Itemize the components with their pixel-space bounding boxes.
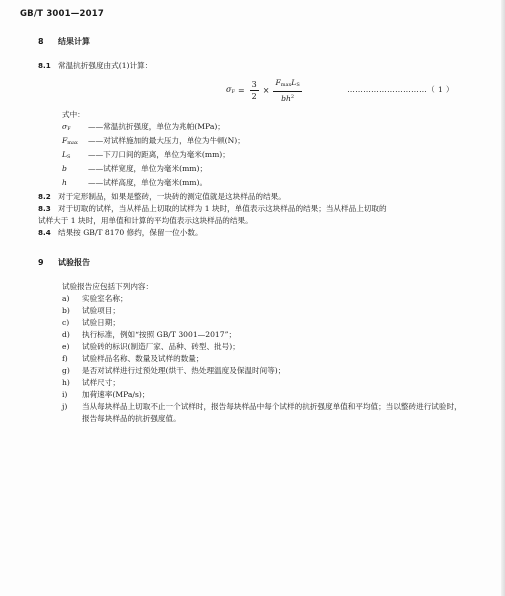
definition-row: h ——试样高度，单位为毫米(mm)。 bbox=[62, 178, 208, 187]
equation-number: …………………………（ 1 ） bbox=[347, 85, 454, 94]
definition-row: $L_S$ ——下刀口间的距离，单位为毫米(mm)； bbox=[62, 150, 230, 160]
symbol-definitions bbox=[62, 121, 468, 191]
section-title: 结果计算 bbox=[58, 37, 90, 46]
formula-fraction-1: $\frac{3}{2}$ bbox=[251, 80, 257, 101]
list-item: f) 试验样品名称、数量及试样的数量； bbox=[62, 354, 204, 363]
standard-code-header: GB/T 3001—2017 bbox=[20, 9, 104, 19]
formula-fraction-2: $\frac{F_{max}L_S}{bh^2}$ bbox=[275, 78, 300, 103]
list-item: d) 执行标准，例如“按照 GB/T 3001—2017”； bbox=[62, 330, 237, 339]
clause-8-2: 8.2 对于定形制品，如果是整砖，一块砖的测定值就是这块样品的结果。 bbox=[38, 192, 286, 201]
clause-8-3-continued: 试样大于 1 块时，用单值和计算的平均值表示这块样品的结果。 bbox=[38, 216, 253, 225]
definition-row: b ——试样宽度，单位为毫米(mm)； bbox=[62, 164, 208, 173]
list-item: c) 试验日期； bbox=[62, 318, 120, 327]
formula-expression bbox=[226, 77, 304, 104]
list-item: j) 当从每块样品上切取不止一个试样时，报告每块样品中每个试样的抗折强度单值和平均值；当以整砖进行试验时，报告每块样品的抗折强度值。 bbox=[62, 402, 462, 423]
formula-equals: = bbox=[237, 85, 245, 95]
list-item: h) 试样尺寸； bbox=[62, 378, 120, 387]
section-8-heading bbox=[38, 36, 468, 48]
section-9-heading: 9 试验报告 bbox=[38, 258, 90, 267]
definition-row: $F_{max}$ ——对试样施加的最大压力，单位为牛顿(N)； bbox=[62, 136, 245, 146]
list-item: b) 试验项目； bbox=[62, 306, 120, 315]
report-items-list bbox=[62, 293, 468, 425]
definition-row: $\sigma_F$ ——常温抗折强度，单位为兆帕(MPa)； bbox=[62, 122, 225, 132]
report-intro: 试验报告应包括下列内容： bbox=[62, 282, 154, 291]
list-item: i) 加荷速率(MPa/s)； bbox=[62, 390, 150, 399]
where-label: 式中： bbox=[62, 110, 85, 119]
formula-times: × bbox=[262, 85, 270, 95]
clause-number: 8.1 bbox=[38, 61, 51, 70]
formula-lhs: $\sigma_F$ bbox=[226, 84, 235, 95]
clause-8-3: 8.3 对于切取的试样，当从样品上切取的试样为 1 块时，单值表示这块样品的结果；当从样品上切取的 bbox=[38, 204, 387, 213]
clause-8-1 bbox=[38, 60, 468, 72]
document-body bbox=[38, 36, 468, 425]
formula-1 bbox=[38, 75, 468, 105]
list-item: a) 实验室名称； bbox=[62, 294, 128, 303]
list-item: g) 是否对试样进行过预处理(烘干、热处理温度及保温时间等)； bbox=[62, 366, 286, 375]
clause-8-4: 8.4 结果按 GB/T 8170 修约，保留一位小数。 bbox=[38, 228, 203, 237]
clause-text: 常温抗折强度由式(1)计算： bbox=[58, 61, 153, 70]
section-number: 8 bbox=[38, 37, 44, 46]
list-item: e) 试验砖的标识(制造厂家、品种、砖型、批号)； bbox=[62, 342, 240, 351]
page-edge-shadow bbox=[501, 0, 505, 596]
